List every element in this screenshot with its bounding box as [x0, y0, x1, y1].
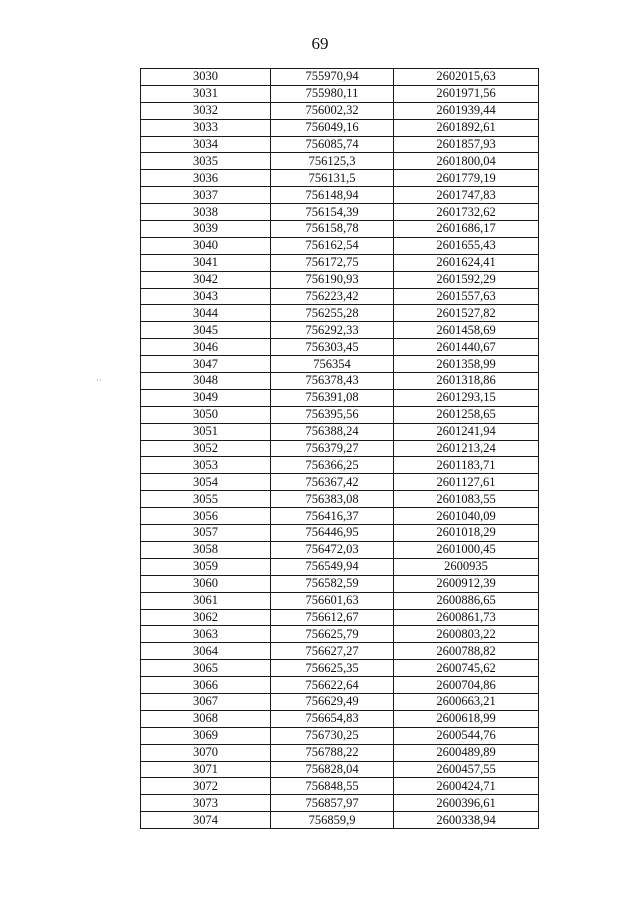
y-coordinate-cell: 2601624,41 [394, 254, 539, 271]
point-number-cell: 3040 [141, 237, 271, 254]
point-number-cell: 3066 [141, 677, 271, 694]
point-number-cell: 3072 [141, 778, 271, 795]
y-coordinate-cell: 2600935 [394, 558, 539, 575]
point-number-cell: 3046 [141, 339, 271, 356]
y-coordinate-cell: 2602015,63 [394, 69, 539, 86]
table-row [141, 237, 539, 254]
x-coordinate-cell: 756190,93 [271, 271, 394, 288]
x-coordinate-cell: 756582,59 [271, 575, 394, 592]
table-row [141, 541, 539, 558]
point-number-cell: 3073 [141, 795, 271, 812]
y-coordinate-cell: 2601241,94 [394, 423, 539, 440]
point-number-cell: 3059 [141, 558, 271, 575]
table-row [141, 102, 539, 119]
y-coordinate-cell: 2601018,29 [394, 525, 539, 542]
x-coordinate-cell: 756172,75 [271, 254, 394, 271]
x-coordinate-cell: 756366,25 [271, 457, 394, 474]
table-row [141, 305, 539, 322]
table-row [141, 288, 539, 305]
y-coordinate-cell: 2601213,24 [394, 440, 539, 457]
y-coordinate-cell: 2600886,65 [394, 592, 539, 609]
table-row [141, 575, 539, 592]
x-coordinate-cell: 756416,37 [271, 508, 394, 525]
y-coordinate-cell: 2601939,44 [394, 102, 539, 119]
table-row [141, 795, 539, 812]
table-row [141, 761, 539, 778]
point-number-cell: 3060 [141, 575, 271, 592]
point-number-cell: 3071 [141, 761, 271, 778]
point-number-cell: 3037 [141, 187, 271, 204]
point-number-cell: 3044 [141, 305, 271, 322]
table-row [141, 457, 539, 474]
x-coordinate-cell: 756828,04 [271, 761, 394, 778]
table-row [141, 389, 539, 406]
x-coordinate-cell: 756654,83 [271, 710, 394, 727]
coordinates-table-container [140, 68, 538, 829]
point-number-cell: 3056 [141, 508, 271, 525]
y-coordinate-cell: 2601293,15 [394, 389, 539, 406]
y-coordinate-cell: 2601557,63 [394, 288, 539, 305]
y-coordinate-cell: 2600912,39 [394, 575, 539, 592]
x-coordinate-cell: 756391,08 [271, 389, 394, 406]
x-coordinate-cell: 756629,49 [271, 693, 394, 710]
x-coordinate-cell: 756848,55 [271, 778, 394, 795]
y-coordinate-cell: 2600544,76 [394, 727, 539, 744]
point-number-cell: 3067 [141, 693, 271, 710]
table-row [141, 187, 539, 204]
y-coordinate-cell: 2601747,83 [394, 187, 539, 204]
point-number-cell: 3033 [141, 119, 271, 136]
x-coordinate-cell: 756125,3 [271, 153, 394, 170]
y-coordinate-cell: 2601358,99 [394, 356, 539, 373]
y-coordinate-cell: 2601083,55 [394, 491, 539, 508]
table-row [141, 609, 539, 626]
y-coordinate-cell: 2601127,61 [394, 474, 539, 491]
point-number-cell: 3061 [141, 592, 271, 609]
point-number-cell: 3052 [141, 440, 271, 457]
x-coordinate-cell: 755980,11 [271, 85, 394, 102]
point-number-cell: 3054 [141, 474, 271, 491]
table-row [141, 693, 539, 710]
point-number-cell: 3038 [141, 204, 271, 221]
point-number-cell: 3047 [141, 356, 271, 373]
point-number-cell: 3051 [141, 423, 271, 440]
table-row [141, 221, 539, 238]
x-coordinate-cell: 755970,94 [271, 69, 394, 86]
y-coordinate-cell: 2601971,56 [394, 85, 539, 102]
x-coordinate-cell: 756223,42 [271, 288, 394, 305]
x-coordinate-cell: 756162,54 [271, 237, 394, 254]
x-coordinate-cell: 756857,97 [271, 795, 394, 812]
y-coordinate-cell: 2601732,62 [394, 204, 539, 221]
table-row [141, 356, 539, 373]
y-coordinate-cell: 2601892,61 [394, 119, 539, 136]
x-coordinate-cell: 756395,56 [271, 406, 394, 423]
table-row [141, 643, 539, 660]
table-row [141, 406, 539, 423]
y-coordinate-cell: 2601458,69 [394, 322, 539, 339]
y-coordinate-cell: 2601440,67 [394, 339, 539, 356]
table-row [141, 558, 539, 575]
x-coordinate-cell: 756627,27 [271, 643, 394, 660]
x-coordinate-cell: 756549,94 [271, 558, 394, 575]
table-row [141, 778, 539, 795]
point-number-cell: 3068 [141, 710, 271, 727]
x-coordinate-cell: 756383,08 [271, 491, 394, 508]
y-coordinate-cell: 2601000,45 [394, 541, 539, 558]
y-coordinate-cell: 2600861,73 [394, 609, 539, 626]
x-coordinate-cell: 756367,42 [271, 474, 394, 491]
x-coordinate-cell: 756788,22 [271, 744, 394, 761]
x-coordinate-cell: 756049,16 [271, 119, 394, 136]
point-number-cell: 3074 [141, 812, 271, 829]
point-number-cell: 3030 [141, 69, 271, 86]
table-row [141, 339, 539, 356]
table-row [141, 491, 539, 508]
table-row [141, 744, 539, 761]
x-coordinate-cell: 756085,74 [271, 136, 394, 153]
point-number-cell: 3055 [141, 491, 271, 508]
y-coordinate-cell: 2601183,71 [394, 457, 539, 474]
table-row [141, 271, 539, 288]
y-coordinate-cell: 2600618,99 [394, 710, 539, 727]
table-row [141, 69, 539, 86]
table-row [141, 525, 539, 542]
coordinates-table-body [141, 69, 539, 829]
table-row [141, 812, 539, 829]
y-coordinate-cell: 2600803,22 [394, 626, 539, 643]
x-coordinate-cell: 756859,9 [271, 812, 394, 829]
x-coordinate-cell: 756002,32 [271, 102, 394, 119]
coordinates-table [140, 68, 539, 829]
point-number-cell: 3057 [141, 525, 271, 542]
x-coordinate-cell: 756612,67 [271, 609, 394, 626]
y-coordinate-cell: 2601258,65 [394, 406, 539, 423]
table-row [141, 322, 539, 339]
table-row [141, 204, 539, 221]
y-coordinate-cell: 2600745,62 [394, 660, 539, 677]
point-number-cell: 3053 [141, 457, 271, 474]
y-coordinate-cell: 2600489,89 [394, 744, 539, 761]
point-number-cell: 3070 [141, 744, 271, 761]
y-coordinate-cell: 2601592,29 [394, 271, 539, 288]
point-number-cell: 3036 [141, 170, 271, 187]
y-coordinate-cell: 2601800,04 [394, 153, 539, 170]
x-coordinate-cell: 756154,39 [271, 204, 394, 221]
y-coordinate-cell: 2601318,86 [394, 373, 539, 390]
x-coordinate-cell: 756131,5 [271, 170, 394, 187]
point-number-cell: 3043 [141, 288, 271, 305]
point-number-cell: 3039 [141, 221, 271, 238]
x-coordinate-cell: 756625,79 [271, 626, 394, 643]
point-number-cell: 3048 [141, 373, 271, 390]
table-row [141, 136, 539, 153]
table-row [141, 677, 539, 694]
y-coordinate-cell: 2600457,55 [394, 761, 539, 778]
table-row [141, 373, 539, 390]
y-coordinate-cell: 2600663,21 [394, 693, 539, 710]
table-row [141, 85, 539, 102]
point-number-cell: 3031 [141, 85, 271, 102]
x-coordinate-cell: 756388,24 [271, 423, 394, 440]
point-number-cell: 3042 [141, 271, 271, 288]
point-number-cell: 3064 [141, 643, 271, 660]
y-coordinate-cell: 2601040,09 [394, 508, 539, 525]
x-coordinate-cell: 756292,33 [271, 322, 394, 339]
point-number-cell: 3065 [141, 660, 271, 677]
x-coordinate-cell: 756378,43 [271, 373, 394, 390]
x-coordinate-cell: 756730,25 [271, 727, 394, 744]
x-coordinate-cell: 756354 [271, 356, 394, 373]
x-coordinate-cell: 756255,28 [271, 305, 394, 322]
y-coordinate-cell: 2600704,86 [394, 677, 539, 694]
y-coordinate-cell: 2601779,19 [394, 170, 539, 187]
y-coordinate-cell: 2601527,82 [394, 305, 539, 322]
point-number-cell: 3034 [141, 136, 271, 153]
point-number-cell: 3062 [141, 609, 271, 626]
table-row [141, 660, 539, 677]
y-coordinate-cell: 2600338,94 [394, 812, 539, 829]
point-number-cell: 3049 [141, 389, 271, 406]
point-number-cell: 3063 [141, 626, 271, 643]
scan-speck: ·· [96, 375, 102, 385]
table-row [141, 440, 539, 457]
y-coordinate-cell: 2601686,17 [394, 221, 539, 238]
x-coordinate-cell: 756303,45 [271, 339, 394, 356]
table-row [141, 119, 539, 136]
point-number-cell: 3045 [141, 322, 271, 339]
x-coordinate-cell: 756446,95 [271, 525, 394, 542]
table-row [141, 626, 539, 643]
y-coordinate-cell: 2600396,61 [394, 795, 539, 812]
point-number-cell: 3041 [141, 254, 271, 271]
table-row [141, 254, 539, 271]
x-coordinate-cell: 756601,63 [271, 592, 394, 609]
y-coordinate-cell: 2601857,93 [394, 136, 539, 153]
y-coordinate-cell: 2600424,71 [394, 778, 539, 795]
table-row [141, 508, 539, 525]
page-number: 69 [311, 34, 329, 53]
point-number-cell: 3035 [141, 153, 271, 170]
y-coordinate-cell: 2600788,82 [394, 643, 539, 660]
point-number-cell: 3069 [141, 727, 271, 744]
table-row [141, 170, 539, 187]
x-coordinate-cell: 756158,78 [271, 221, 394, 238]
point-number-cell: 3050 [141, 406, 271, 423]
x-coordinate-cell: 756148,94 [271, 187, 394, 204]
point-number-cell: 3058 [141, 541, 271, 558]
point-number-cell: 3032 [141, 102, 271, 119]
y-coordinate-cell: 2601655,43 [394, 237, 539, 254]
x-coordinate-cell: 756622,64 [271, 677, 394, 694]
table-row [141, 710, 539, 727]
x-coordinate-cell: 756379,27 [271, 440, 394, 457]
table-row [141, 474, 539, 491]
table-row [141, 153, 539, 170]
x-coordinate-cell: 756625,35 [271, 660, 394, 677]
table-row [141, 592, 539, 609]
table-row [141, 423, 539, 440]
table-row [141, 727, 539, 744]
x-coordinate-cell: 756472,03 [271, 541, 394, 558]
